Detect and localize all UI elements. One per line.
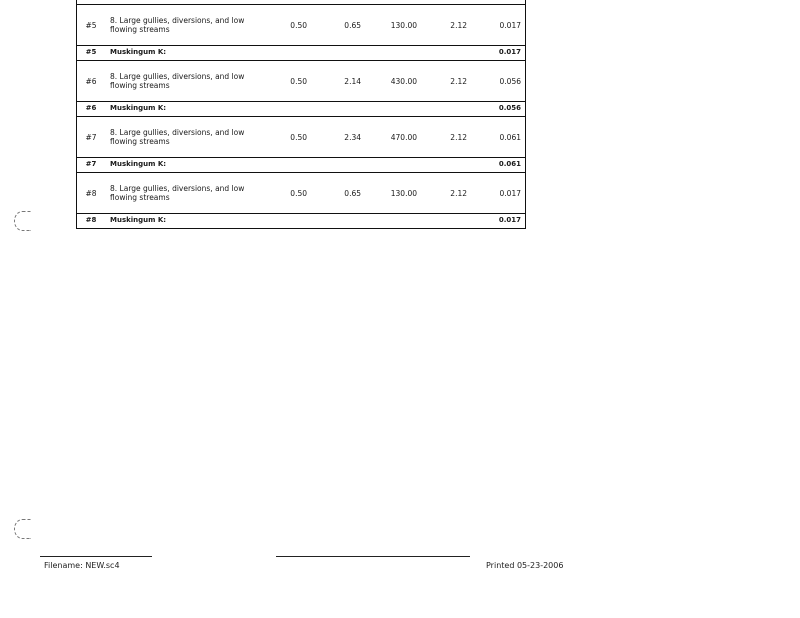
footer-printed-date: Printed 05-23-2006 (486, 561, 564, 570)
segment-value-1: 0.50 (290, 21, 307, 30)
footer-filename: Filename: NEW.sc4 (44, 561, 120, 570)
segment-value-2: 2.14 (344, 77, 361, 86)
segment-value-3: 130.00 (390, 21, 417, 30)
segment-description: 8. Large gullies, diversions, and low flowing streams (110, 184, 245, 202)
segment-value-4: 2.12 (450, 189, 467, 198)
segment-value-1: 0.50 (290, 77, 307, 86)
table-row-total-5 (77, 45, 525, 61)
footer-rule-right (276, 556, 470, 557)
segment-value-5: 0.061 (499, 133, 521, 142)
segment-value-1: 0.50 (290, 133, 307, 142)
segment-value-3: 130.00 (390, 189, 417, 198)
total-label: Muskingum K: (110, 160, 167, 168)
total-label: Muskingum K: (110, 48, 167, 56)
segment-value-2: 2.34 (344, 133, 361, 142)
partial-row-id (77, 0, 105, 1)
total-value: 0.061 (498, 160, 521, 168)
segment-description: 8. Large gullies, diversions, and low flowing streams (110, 16, 245, 34)
segment-id: #6 (85, 77, 97, 86)
segment-value-4: 2.12 (450, 133, 467, 142)
segment-id: #5 (85, 21, 97, 30)
total-id: #6 (85, 104, 97, 112)
total-value: 0.017 (498, 48, 521, 56)
binder-hole-icon (14, 211, 31, 231)
total-value: 0.056 (498, 104, 521, 112)
total-id: #7 (85, 160, 97, 168)
partial-row-label (110, 0, 166, 1)
binder-hole-icon (14, 519, 31, 539)
table-row-total-7 (77, 157, 525, 173)
table-row-segment-6 (77, 61, 525, 101)
segment-description: 8. Large gullies, diversions, and low flowing streams (110, 128, 245, 146)
table-row-segment-8 (77, 173, 525, 213)
segment-value-2: 0.65 (344, 189, 361, 198)
segment-value-5: 0.017 (499, 189, 521, 198)
segment-value-1: 0.50 (290, 189, 307, 198)
segment-value-5: 0.056 (499, 77, 521, 86)
segment-value-2: 0.65 (344, 21, 361, 30)
total-value: 0.017 (498, 216, 521, 224)
total-label: Muskingum K: (110, 104, 167, 112)
segment-value-3: 470.00 (390, 133, 417, 142)
total-id: #5 (85, 48, 97, 56)
table-row-total-8 (77, 213, 525, 228)
segment-value-4: 2.12 (450, 21, 467, 30)
footer-rule-left (40, 556, 152, 557)
total-label: Muskingum K: (110, 216, 167, 224)
table-row-segment-7 (77, 117, 525, 157)
table-row-total-6 (77, 101, 525, 117)
segment-description: 8. Large gullies, diversions, and low flowing streams (110, 72, 245, 90)
table-row-segment-5 (77, 5, 525, 45)
segment-value-4: 2.12 (450, 77, 467, 86)
segment-id: #7 (85, 133, 97, 142)
muskingum-table (76, 0, 526, 229)
segment-id: #8 (85, 189, 97, 198)
total-id: #8 (85, 216, 97, 224)
segment-value-3: 430.00 (390, 77, 417, 86)
segment-value-5: 0.017 (499, 21, 521, 30)
